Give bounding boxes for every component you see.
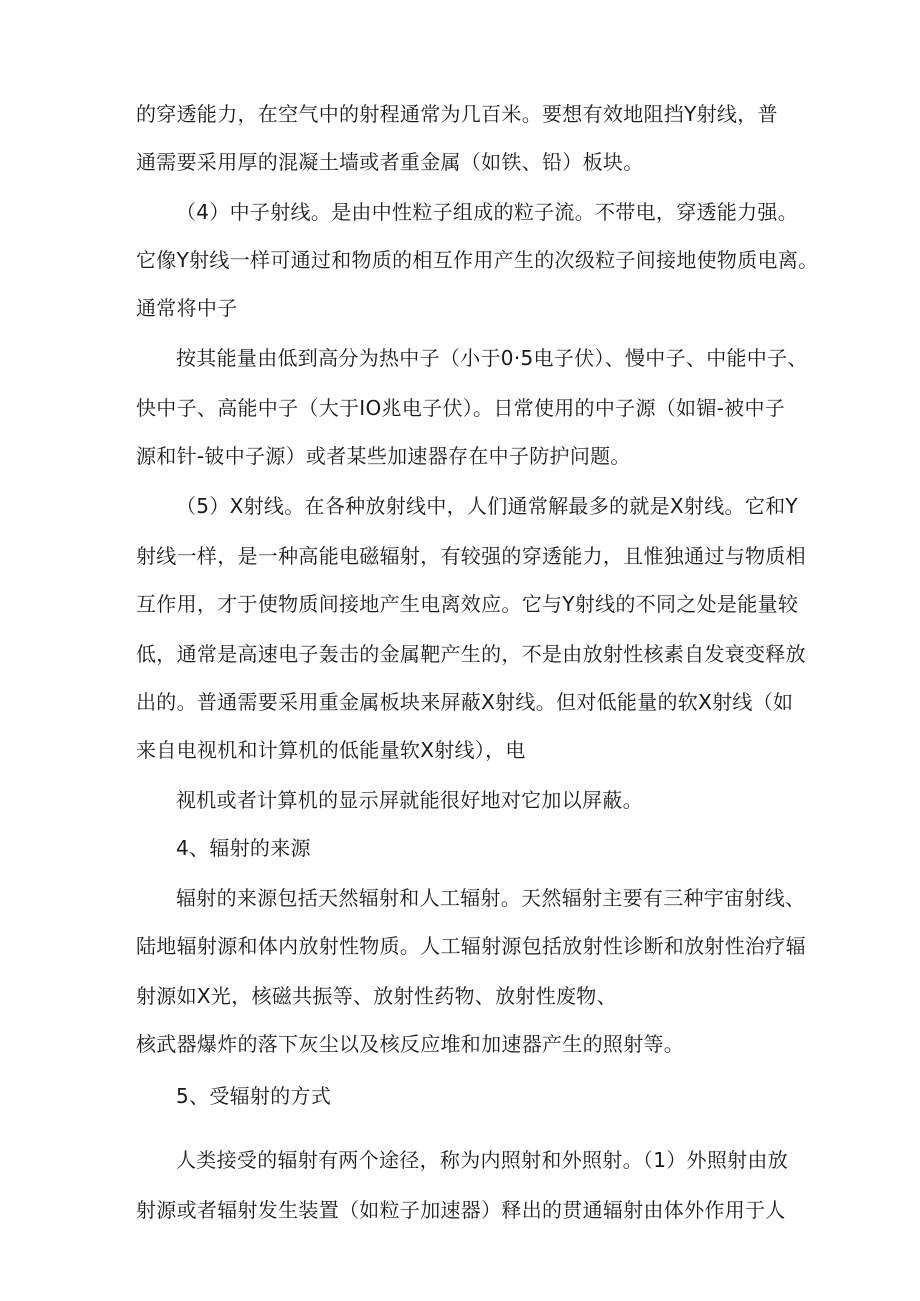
text-line: （4）中子射线。是由中性粒子组成的粒子流。不带电，穿透能力强。 — [176, 200, 799, 224]
text-line: 通需要采用厚的混凝土墙或者重金属（如铁、铅）板块。 — [136, 150, 644, 174]
text-line: 射源或者辐射发生装置（如粒子加速器）释出的贯通辐射由体外作用于人 — [136, 1198, 786, 1222]
text-line: 核武器爆炸的落下灰尘以及核反应堆和加速器产生的照射等。 — [136, 1032, 685, 1056]
text-line: 按其能量由低到高分为热中子（小于0·5电子伏）、慢中子、中能中子、 — [176, 346, 808, 370]
text-line: 射线一样，是一种高能电磁辐射，有较强的穿透能力，且惟独通过与物质相 — [136, 544, 806, 568]
text-line: 通常将中子 — [136, 296, 238, 320]
text-line: 快中子、高能中子（大于IO兆电子伏）。日常使用的中子源（如镅-被中子 — [136, 396, 786, 420]
text-line: 低，通常是高速电子轰击的金属靶产生的，不是由放射性核素自发衰变释放 — [136, 642, 806, 666]
text-line: 出的。普通需要采用重金属板块来屏蔽X射线。但对低能量的软X射线（如 — [136, 690, 794, 714]
section-heading: 4、辐射的来源 — [176, 836, 311, 860]
text-line: （5）X射线。在各种放射线中，人们通常解最多的就是X射线。它和Y — [176, 494, 798, 518]
text-line: 人类接受的辐射有两个途径，称为内照射和外照射。（1）外照射由放 — [176, 1148, 789, 1172]
text-line: 陆地辐射源和体内放射性物质。人工辐射源包括放射性诊断和放射性治疗辐 — [136, 934, 806, 958]
section-heading: 5、受辐射的方式 — [176, 1084, 332, 1108]
text-line: 射源如X光，核磁共振等、放射性药物、放射性废物、 — [136, 984, 617, 1008]
text-line: 互作用，才于使物质间接地产生电离效应。它与Y射线的不同之处是能量较 — [136, 592, 799, 616]
text-line: 的穿透能力，在空气中的射程通常为几百米。要想有效地阻挡Y射线，普 — [136, 102, 778, 126]
text-line: 来自电视机和计算机的低能量软X射线），电 — [136, 738, 526, 762]
text-line: 源和针-铍中子源）或者某些加速器存在中子防护问题。 — [136, 444, 631, 468]
text-line: 辐射的来源包括天然辐射和人工辐射。天然辐射主要有三种宇宙射线、 — [176, 886, 806, 910]
text-line: 视机或者计算机的显示屏就能很好地对它加以屏蔽。 — [176, 788, 643, 812]
text-line: 它像Y射线一样可通过和物质的相互作用产生的次级粒子间接地使物质电离。 — [136, 248, 819, 272]
